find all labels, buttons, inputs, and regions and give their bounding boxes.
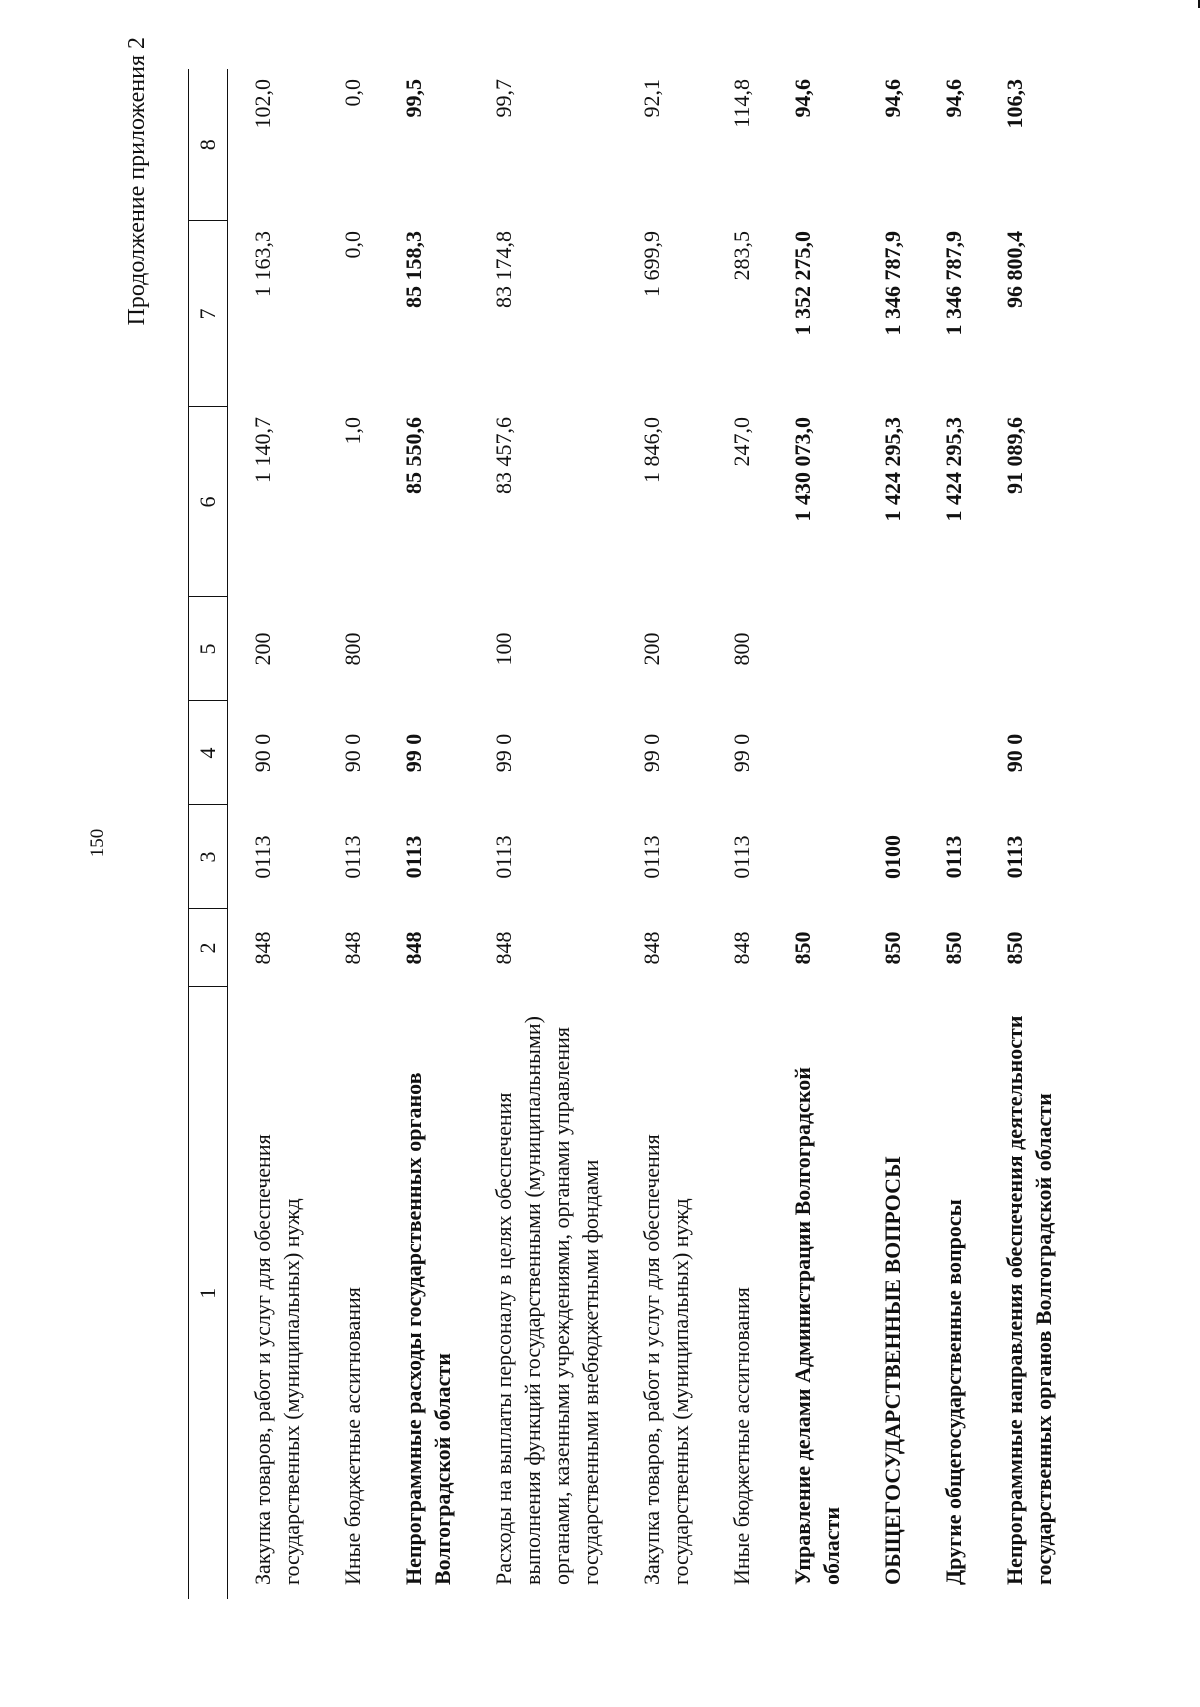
- continuation-note: Продолжение приложения 2: [124, 37, 150, 326]
- code-expense-type-cell: 200: [250, 632, 275, 666]
- code-target-cell: 90 0: [340, 733, 365, 773]
- table-body: [228, 69, 1071, 1599]
- percent-cell: 94,6: [790, 79, 815, 118]
- code-ministry-cell: 848: [491, 931, 516, 965]
- table-row: [919, 69, 980, 1599]
- code-section-cell: 0113: [340, 835, 365, 879]
- actual-amount-cell: 1 163,3: [250, 231, 275, 297]
- code-section-cell: 0113: [491, 835, 516, 879]
- code-expense-type-cell: 200: [639, 632, 664, 666]
- row-name-cell: Управление делами Администрации Волгоградской области: [790, 1067, 844, 1585]
- code-expense-type-cell: [768, 597, 858, 701]
- row-name-cell: Иные бюджетные ассигнования: [340, 1287, 365, 1585]
- column-header: 4: [189, 701, 228, 805]
- code-section-cell: 0113: [941, 835, 966, 879]
- percent-cell: 99,7: [491, 79, 516, 118]
- row-name-cell: Закупка товаров, работ и услуг для обеспечения государственных (муниципальных) нужд: [250, 1134, 304, 1585]
- actual-amount-cell: 1 346 787,9: [880, 231, 905, 336]
- planned-amount-cell: 1,0: [340, 417, 365, 445]
- code-expense-type-cell: [980, 597, 1070, 701]
- code-expense-type-cell: [858, 597, 919, 701]
- planned-amount-cell: 1 140,7: [250, 417, 275, 483]
- code-target-cell: 99 0: [491, 733, 516, 773]
- actual-amount-cell: 85 158,3: [401, 231, 426, 308]
- percent-cell: 106,3: [1002, 79, 1027, 129]
- row-name-cell: Непрограммные расходы государственных органов Волгоградской области: [401, 1072, 455, 1585]
- budget-table: [188, 69, 1070, 1599]
- table-row: [617, 69, 707, 1599]
- code-ministry-cell: 848: [401, 931, 426, 965]
- row-name-cell: Иные бюджетные ассигнования: [729, 1287, 754, 1585]
- percent-cell: 0,0: [340, 79, 365, 107]
- code-ministry-cell: 850: [880, 931, 905, 965]
- code-section-cell: 0100: [880, 835, 905, 879]
- code-ministry-cell: 850: [1002, 931, 1027, 965]
- column-header: 5: [189, 597, 228, 701]
- planned-amount-cell: 1 430 073,0: [790, 417, 815, 522]
- row-name-cell: Другие общегосударственные вопросы: [941, 1199, 966, 1585]
- table-row: [469, 69, 617, 1599]
- actual-amount-cell: 0,0: [340, 231, 365, 259]
- actual-amount-cell: 1 352 275,0: [790, 231, 815, 336]
- column-header: 2: [189, 909, 228, 987]
- percent-cell: 94,6: [941, 79, 966, 118]
- page-number: 150: [87, 828, 108, 858]
- code-ministry-cell: 848: [340, 931, 365, 965]
- row-name-cell: Непрограммные направления обеспечения деятельности государственных органов Волгоградской области: [1002, 1015, 1056, 1585]
- table-header-row: [189, 69, 228, 1599]
- code-section-cell: 0113: [729, 835, 754, 879]
- code-target-cell: 99 0: [729, 733, 754, 773]
- code-expense-type-cell: 100: [491, 632, 516, 666]
- code-target-cell: 99 0: [639, 733, 664, 773]
- row-name-cell: Расходы на выплаты персоналу в целях обеспечения выполнения функций государственными (муниципальными) органами, казенными учреждениями, органами управления государственными внебюджетными фондами: [491, 1016, 603, 1585]
- code-ministry-cell: 850: [790, 931, 815, 965]
- code-ministry-cell: 848: [639, 931, 664, 965]
- percent-cell: 114,8: [729, 79, 754, 128]
- actual-amount-cell: 1 699,9: [639, 231, 664, 297]
- column-header: 6: [189, 407, 228, 597]
- column-header: 1: [189, 987, 228, 1599]
- code-target-cell: [768, 701, 858, 805]
- code-expense-type-cell: [379, 597, 469, 701]
- planned-amount-cell: 247,0: [729, 417, 754, 467]
- code-ministry-cell: 848: [250, 931, 275, 965]
- code-target-cell: 99 0: [401, 733, 426, 773]
- row-name-cell: Закупка товаров, работ и услуг для обеспечения государственных (муниципальных) нужд: [639, 1134, 693, 1585]
- code-section-cell: 0113: [639, 835, 664, 879]
- percent-cell: 94,6: [880, 79, 905, 118]
- code-section-cell: [768, 805, 858, 909]
- code-section-cell: 0113: [1002, 835, 1027, 879]
- code-ministry-cell: 850: [941, 931, 966, 965]
- table-row: [707, 69, 768, 1599]
- planned-amount-cell: 85 550,6: [401, 417, 426, 494]
- table-row: [980, 69, 1070, 1599]
- code-target-cell: 90 0: [1002, 733, 1027, 773]
- percent-cell: 102,0: [250, 79, 275, 129]
- planned-amount-cell: 83 457,6: [491, 417, 516, 494]
- code-target-cell: 90 0: [250, 733, 275, 773]
- code-target-cell: [919, 701, 980, 805]
- code-section-cell: 0113: [401, 835, 426, 879]
- percent-cell: 92,1: [639, 79, 664, 118]
- column-header: 3: [189, 805, 228, 909]
- column-header: 7: [189, 221, 228, 407]
- planned-amount-cell: 1 424 295,3: [880, 417, 905, 522]
- table-row: [858, 69, 919, 1599]
- code-target-cell: [858, 701, 919, 805]
- actual-amount-cell: 83 174,8: [491, 231, 516, 308]
- row-name-cell: ОБЩЕГОСУДАРСТВЕННЫЕ ВОПРОСЫ: [880, 1156, 905, 1585]
- code-ministry-cell: 848: [729, 931, 754, 965]
- code-expense-type-cell: [919, 597, 980, 701]
- code-section-cell: 0113: [250, 835, 275, 879]
- code-expense-type-cell: 800: [340, 632, 365, 666]
- table-row: [768, 69, 858, 1599]
- percent-cell: 99,5: [401, 79, 426, 118]
- table-row: [318, 69, 379, 1599]
- planned-amount-cell: 1 846,0: [639, 417, 664, 483]
- table-row: [379, 69, 469, 1599]
- actual-amount-cell: 96 800,4: [1002, 231, 1027, 308]
- actual-amount-cell: 283,5: [729, 231, 754, 281]
- code-expense-type-cell: 800: [729, 632, 754, 666]
- column-header: 8: [189, 69, 228, 221]
- planned-amount-cell: 1 424 295,3: [941, 417, 966, 522]
- actual-amount-cell: 1 346 787,9: [941, 231, 966, 336]
- planned-amount-cell: 91 089,6: [1002, 417, 1027, 494]
- table-row: [228, 69, 319, 1599]
